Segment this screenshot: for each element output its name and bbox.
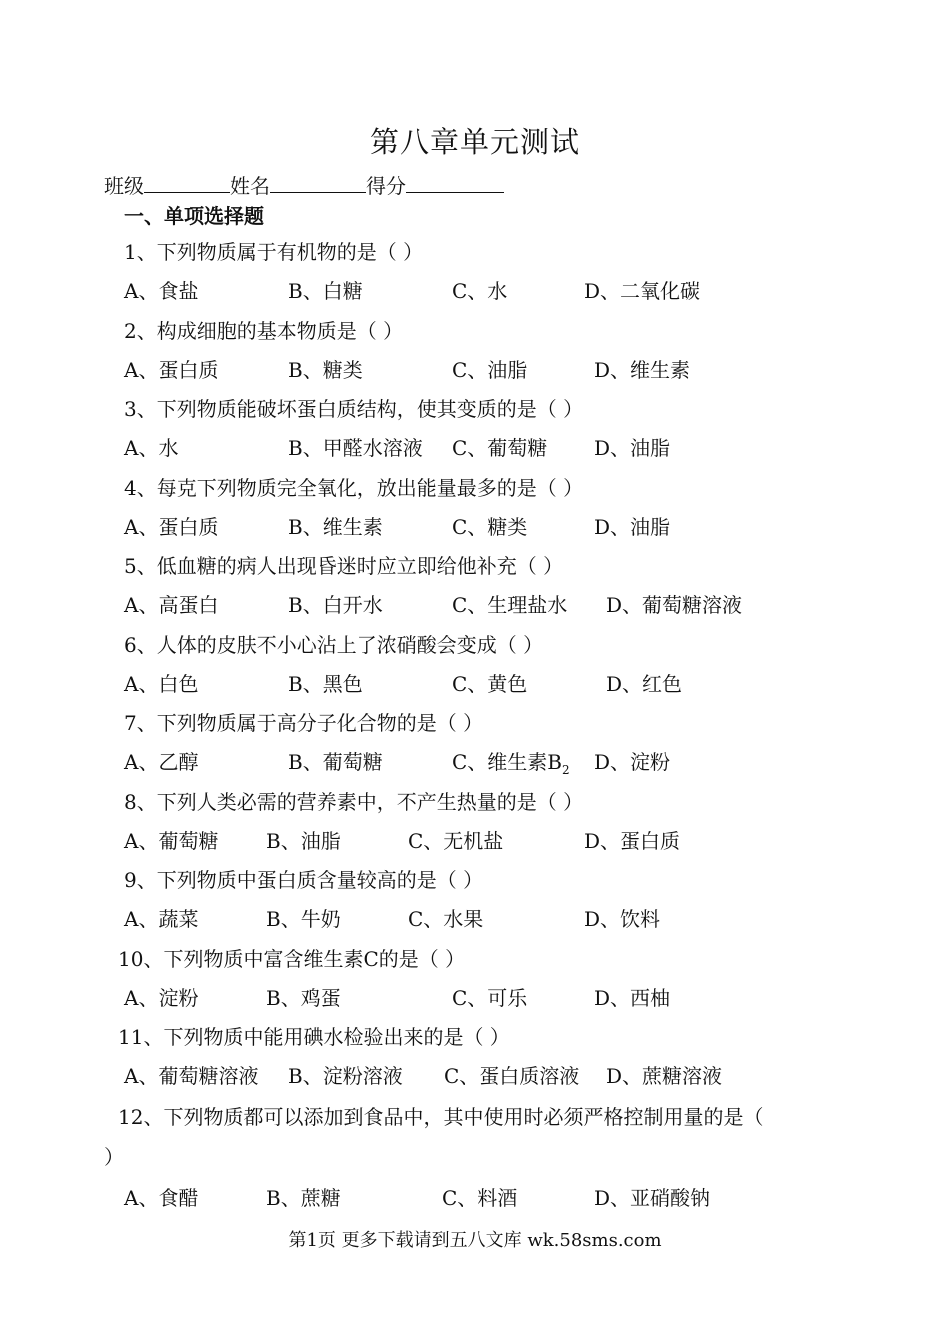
option-d: D、油脂 <box>594 436 671 460</box>
option-b: B、糖类 <box>288 358 363 382</box>
question-stem: 9、下列物质中蛋白质含量较高的是（ ） <box>124 868 484 892</box>
option-c: C、蛋白质溶液 <box>444 1064 580 1088</box>
question-stem: 10、下列物质中富含维生素C的是（ ） <box>118 947 466 971</box>
option-b: B、牛奶 <box>266 907 341 931</box>
question-stem: 7、下列物质属于高分子化合物的是（ ） <box>124 711 484 735</box>
option-c: C、葡萄糖 <box>452 436 548 460</box>
option-d: D、西柚 <box>594 986 671 1010</box>
option-b: B、油脂 <box>266 829 341 853</box>
question-stem-continuation: ） <box>104 1145 124 1169</box>
option-d: D、二氧化碳 <box>584 279 701 303</box>
option-c: C、油脂 <box>452 358 528 382</box>
question-stem: 2、构成细胞的基本物质是（ ） <box>124 319 404 343</box>
option-a: A、葡萄糖 <box>124 829 219 853</box>
option-b: B、甲醛水溶液 <box>288 436 423 460</box>
option-b: B、鸡蛋 <box>266 986 341 1010</box>
question-stem: 3、下列物质能破坏蛋白质结构，使其变质的是（ ） <box>124 397 584 421</box>
option-a: A、食醋 <box>124 1186 199 1210</box>
option-a: A、白色 <box>124 672 199 696</box>
option-a: A、蛋白质 <box>124 358 219 382</box>
section-title: 一、单项选择题 <box>124 204 264 228</box>
option-d: D、维生素 <box>594 358 691 382</box>
score-blank <box>406 170 504 193</box>
class-blank <box>144 170 230 193</box>
student-info-line <box>104 170 504 202</box>
question-stem: 6、人体的皮肤不小心沾上了浓硝酸会变成（ ） <box>124 633 544 657</box>
page-title: 第八章单元测试 <box>369 125 580 159</box>
option-d: D、饮料 <box>584 907 661 931</box>
option-a: A、乙醇 <box>124 750 199 774</box>
question-stem: 12、下列物质都可以添加到食品中，其中使用时必须严格控制用量的是（ <box>118 1105 764 1129</box>
option-d: D、亚硝酸钠 <box>594 1186 711 1210</box>
option-c: C、生理盐水 <box>452 593 568 617</box>
option-c: C、水果 <box>408 907 484 931</box>
option-a: A、蛋白质 <box>124 515 219 539</box>
option-a: A、葡萄糖溶液 <box>124 1064 259 1088</box>
subscript: 2 <box>562 763 570 777</box>
option-a: A、水 <box>124 436 179 460</box>
page-footer: 第1页 更多下载请到五八文库 wk.58sms.com <box>288 1230 662 1251</box>
class-label: 班级 <box>104 174 144 198</box>
option-b: B、白开水 <box>288 593 383 617</box>
option-b: B、白糖 <box>288 279 363 303</box>
question-stem: 8、下列人类必需的营养素中，不产生热量的是（ ） <box>124 790 584 814</box>
option-c: C、可乐 <box>452 986 528 1010</box>
option-c: C、无机盐 <box>408 829 504 853</box>
option-b: B、黑色 <box>288 672 363 696</box>
name-label: 姓名 <box>230 174 270 198</box>
option-c: C、水 <box>452 279 508 303</box>
option-d: D、葡萄糖溶液 <box>606 593 743 617</box>
question-stem: 11、下列物质中能用碘水检验出来的是（ ） <box>118 1025 510 1049</box>
option-a: A、高蛋白 <box>124 593 219 617</box>
option-b: B、葡萄糖 <box>288 750 383 774</box>
option-b: B、蔗糖 <box>266 1186 341 1210</box>
option-c: C、料酒 <box>442 1186 518 1210</box>
option-c: C、糖类 <box>452 515 528 539</box>
option-b: B、维生素 <box>288 515 383 539</box>
question-stem: 1、下列物质属于有机物的是（ ） <box>124 240 424 264</box>
option-c: C、维生素$B_2$ <box>452 750 570 777</box>
option-b: B、淀粉溶液 <box>288 1064 403 1088</box>
option-a: A、食盐 <box>124 279 199 303</box>
option-a: A、蔬菜 <box>124 907 199 931</box>
option-d: D、红色 <box>606 672 683 696</box>
option-d: D、油脂 <box>594 515 671 539</box>
score-label: 得分 <box>366 174 406 198</box>
option-d: D、淀粉 <box>594 750 671 774</box>
option-d: D、蛋白质 <box>584 829 681 853</box>
question-stem: 5、低血糖的病人出现昏迷时应立即给他补充（ ） <box>124 554 564 578</box>
option-d: D、蔗糖溶液 <box>606 1064 723 1088</box>
option-c: C、黄色 <box>452 672 528 696</box>
option-a: A、淀粉 <box>124 986 199 1010</box>
question-stem: 4、每克下列物质完全氧化，放出能量最多的是（ ） <box>124 476 584 500</box>
name-blank <box>270 170 366 193</box>
